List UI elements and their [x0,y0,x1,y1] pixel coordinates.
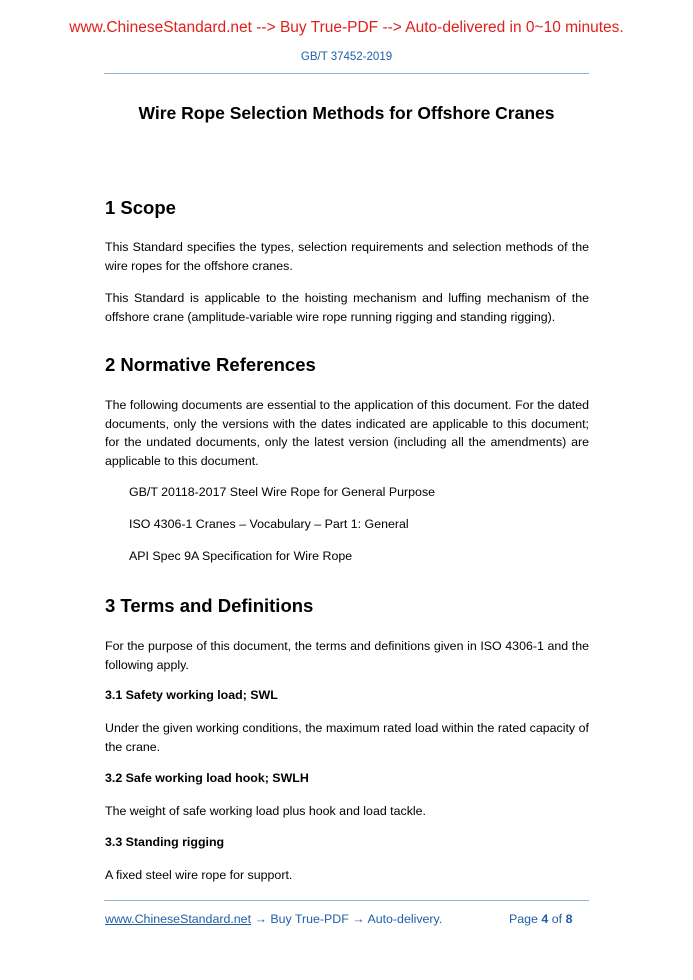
arrow-icon: → [352,912,365,926]
term-heading: 3.2 Safe working load hook; SWLH [105,771,309,785]
term-definition: The weight of safe working load plus hook and load tackle. [105,804,426,818]
arrow-icon: → [254,912,267,926]
section-heading-normative-references: 2 Normative References [105,354,316,375]
term-definition: A fixed steel wire rope for support. [105,868,293,882]
page-total: 8 [565,912,573,926]
page-current: 4 [541,912,549,926]
footer-website-link[interactable]: www.ChineseStandard.net [105,912,252,926]
scope-paragraph-1: This Standard specifies the types, selection requirements and selection methods of the wire ropes for the offshore cranes. [105,240,589,273]
term-heading: 3.3 Standing rigging [105,835,225,849]
footer-buy-link[interactable]: Buy True-PDF [270,912,349,926]
references-paragraph: The following documents are essential to the application of this document. For the dated documents, only the versions with the dates indicated are applicable to this document; for the undated documents, only the latest version (including all the amendments) are applicable to this document. [105,398,589,468]
page-indicator [509,912,572,926]
reference-item: API Spec 9A Specification for Wire Rope [129,549,353,563]
term-heading: 3.1 Safety working load; SWL [105,688,278,702]
page-label: Page [509,912,538,926]
reference-item: ISO 4306-1 Cranes – Vocabulary – Part 1: General [129,517,409,531]
footer-delivery-text: Auto-delivery. [367,912,443,926]
terms-paragraph: For the purpose of this document, the terms and definitions given in ISO 4306-1 and the following apply. [105,639,589,672]
section-heading-terms: 3 Terms and Definitions [105,595,314,616]
term-definition: Under the given working conditions, the maximum rated load within the rated capacity of the crane. [105,721,589,754]
footer-divider [104,900,589,901]
document-title: Wire Rope Selection Methods for Offshore Cranes [138,103,555,123]
footer-links [105,912,442,926]
standard-number: GB/T 37452-2019 [300,51,393,63]
header-divider [104,73,589,74]
reference-item: GB/T 20118-2017 Steel Wire Rope for General Purpose [129,485,436,499]
section-heading-scope: 1 Scope [105,197,176,218]
page-of: of [551,912,563,926]
promo-banner[interactable]: www.ChineseStandard.net --> Buy True-PDF --> Auto-delivered in 0~10 minutes. [69,19,624,36]
scope-paragraph-2: This Standard is applicable to the hoisting mechanism and luffing mechanism of the offshore crane (amplitude-variable wire rope running rigging and standing rigging). [105,291,589,324]
